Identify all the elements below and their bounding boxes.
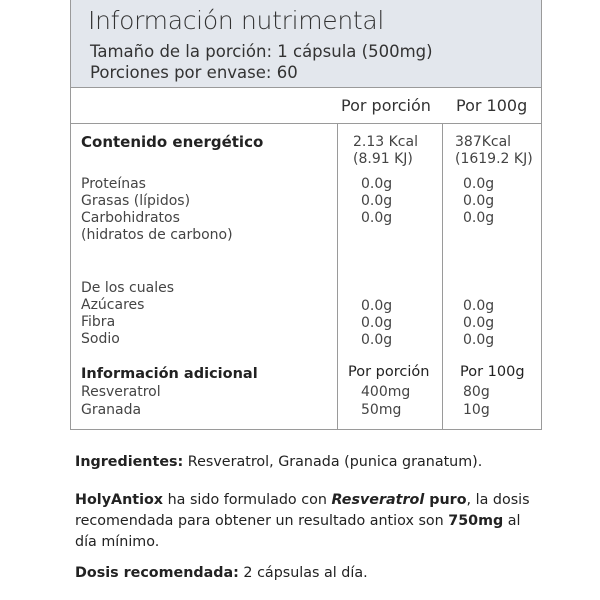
label-header: [71, 0, 541, 88]
sub-nutrient-label: Azúcares: [81, 297, 145, 313]
nutrient-per-100g: 0.0g: [463, 210, 495, 226]
nutrient-per-serving: 0.0g: [361, 176, 393, 192]
additional-item-label: Resveratrol: [81, 384, 161, 400]
additional-label: Información adicional: [81, 366, 258, 382]
columns-divider: [71, 123, 541, 124]
ingredients-line: [75, 452, 555, 473]
nutrient-label: Carbohidratos: [81, 210, 180, 226]
serving-size: Tamaño de la porción: 1 cápsula (500mg): [90, 42, 433, 61]
energy-per-100g-kcal: 387Kcal: [455, 134, 512, 150]
column-per-100g: Por 100g: [456, 96, 528, 115]
nutrient-label: Grasas (lípidos): [81, 193, 191, 209]
nutrient-per-serving: 0.0g: [361, 210, 393, 226]
formulated-text: ha sido formulado con: [163, 492, 332, 508]
label-title: Información nutrimental: [88, 6, 385, 35]
sub-nutrient-label: Sodio: [81, 331, 120, 347]
dose-tail: al día mínimo.: [75, 513, 521, 550]
sub-nutrient-per-serving: 0.0g: [361, 315, 393, 331]
brand-name: HolyAntiox: [75, 492, 164, 508]
dose-text: , la dosis recomendada para obtener un resultado antiox son: [75, 492, 530, 529]
additional-item-per-100g: 80g: [463, 384, 490, 400]
sub-nutrient-per-100g: 0.0g: [463, 298, 495, 314]
nutrition-label: [70, 0, 542, 430]
sub-nutrient-per-serving: 0.0g: [361, 332, 393, 348]
nutrient-per-serving: 0.0g: [361, 193, 393, 209]
additional-item-label: Granada: [81, 402, 142, 418]
puro-text: puro: [424, 492, 467, 508]
ingredients-text: Resveratrol, Granada (punica granatum).: [183, 454, 483, 470]
additional-per-100g-head: Por 100g: [460, 364, 525, 380]
ingredients-label: Ingredientes:: [75, 454, 184, 470]
sub-nutrient-per-100g: 0.0g: [463, 332, 495, 348]
resveratrol-emphasis: Resveratrol: [331, 492, 425, 508]
dosage-label: Dosis recomendada:: [75, 565, 239, 581]
col-divider-2: [442, 123, 443, 430]
dosage-text: 2 cápsulas al día.: [238, 565, 368, 581]
column-per-serving: Por porción: [341, 96, 431, 115]
servings-per-container: Porciones por envase: 60: [90, 63, 298, 82]
dosage-line: [75, 563, 555, 584]
col-divider-1: [337, 123, 338, 430]
energy-per-serving-kj: (8.91 KJ): [353, 151, 413, 167]
nutrient-per-100g: 0.0g: [463, 176, 495, 192]
nutrient-per-100g: 0.0g: [463, 193, 495, 209]
sub-nutrient-per-serving: 0.0g: [361, 298, 393, 314]
nutrient-label: Proteínas: [81, 176, 146, 192]
of-which-label: De los cuales: [81, 280, 174, 296]
additional-per-serving-head: Por porción: [348, 364, 430, 380]
additional-item-per-serving: 400mg: [361, 384, 411, 400]
additional-item-per-serving: 50mg: [361, 402, 402, 418]
formulation-note: [75, 490, 545, 553]
dose-amount: 750mg: [448, 513, 504, 529]
energy-per-100g-kj: (1619.2 KJ): [455, 151, 533, 167]
sub-nutrient-label: Fibra: [81, 314, 116, 330]
sub-nutrient-per-100g: 0.0g: [463, 315, 495, 331]
nutrient-sublabel: (hidratos de carbono): [81, 227, 233, 243]
energy-label: Contenido energético: [81, 133, 264, 151]
energy-per-serving-kcal: 2.13 Kcal: [353, 134, 418, 150]
additional-item-per-100g: 10g: [463, 402, 490, 418]
